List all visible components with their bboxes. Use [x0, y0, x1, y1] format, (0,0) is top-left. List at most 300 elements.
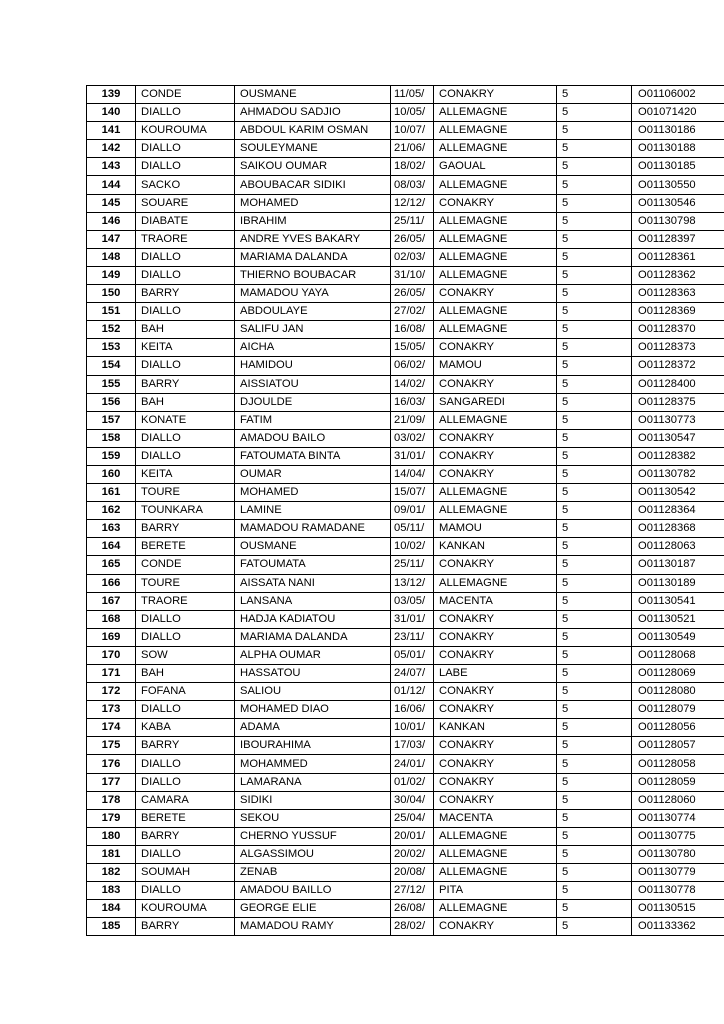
birth-date-cell: 25/11/ [391, 556, 434, 574]
birth-place-cell: ALLEMAGNE [434, 864, 557, 882]
level-cell: 5 [557, 86, 632, 104]
birth-date-cell: 26/05/ [391, 285, 434, 303]
row-number-cell: 148 [87, 248, 136, 266]
level-cell: 5 [557, 502, 632, 520]
level-cell: 5 [557, 285, 632, 303]
birth-date-cell: 01/02/ [391, 773, 434, 791]
row-number-cell: 164 [87, 538, 136, 556]
last-name-cell: DIALLO [136, 104, 235, 122]
registration-code-cell: O01130187 [632, 556, 724, 574]
row-number-cell: 184 [87, 900, 136, 918]
table-row [87, 465, 724, 483]
birth-date-cell: 26/05/ [391, 230, 434, 248]
row-number-cell: 180 [87, 827, 136, 845]
row-number-cell: 156 [87, 393, 136, 411]
row-number-cell: 185 [87, 918, 136, 936]
table-row [87, 538, 724, 556]
birth-date-cell: 16/08/ [391, 321, 434, 339]
table-row [87, 212, 724, 230]
first-name-cell: GEORGE ELIE [235, 900, 391, 918]
last-name-cell: KABA [136, 719, 235, 737]
table-row [87, 230, 724, 248]
birth-date-cell: 03/02/ [391, 429, 434, 447]
last-name-cell: KOUROUMA [136, 122, 235, 140]
row-number-cell: 159 [87, 447, 136, 465]
last-name-cell: KEITA [136, 339, 235, 357]
level-cell: 5 [557, 194, 632, 212]
level-cell: 5 [557, 900, 632, 918]
registration-code-cell: O01128364 [632, 502, 724, 520]
row-number-cell: 151 [87, 303, 136, 321]
level-cell: 5 [557, 447, 632, 465]
registration-code-cell: O01128057 [632, 737, 724, 755]
registration-code-cell: O01130774 [632, 809, 724, 827]
registration-code-cell: O01128068 [632, 646, 724, 664]
level-cell: 5 [557, 701, 632, 719]
first-name-cell: HASSATOU [235, 665, 391, 683]
first-name-cell: MAMADOU RAMY [235, 918, 391, 936]
birth-date-cell: 31/01/ [391, 610, 434, 628]
level-cell: 5 [557, 266, 632, 284]
table-row [87, 918, 724, 936]
birth-place-cell: ALLEMAGNE [434, 845, 557, 863]
level-cell: 5 [557, 158, 632, 176]
table-row [87, 303, 724, 321]
first-name-cell: SALIOU [235, 683, 391, 701]
birth-date-cell: 16/03/ [391, 393, 434, 411]
first-name-cell: AHMADOU SADJIO [235, 104, 391, 122]
birth-date-cell: 14/02/ [391, 375, 434, 393]
birth-place-cell: CONAKRY [434, 701, 557, 719]
last-name-cell: BARRY [136, 737, 235, 755]
row-number-cell: 150 [87, 285, 136, 303]
row-number-cell: 172 [87, 683, 136, 701]
birth-date-cell: 10/01/ [391, 719, 434, 737]
birth-date-cell: 12/12/ [391, 194, 434, 212]
registration-code-cell: O01130782 [632, 465, 724, 483]
birth-place-cell: CONAKRY [434, 918, 557, 936]
registration-code-cell: O01130547 [632, 429, 724, 447]
last-name-cell: DIALLO [136, 773, 235, 791]
birth-date-cell: 05/01/ [391, 646, 434, 664]
birth-place-cell: ALLEMAGNE [434, 303, 557, 321]
registration-code-cell: O01130186 [632, 122, 724, 140]
birth-place-cell: CONAKRY [434, 194, 557, 212]
first-name-cell: MARIAMA DALANDA [235, 628, 391, 646]
table-row [87, 429, 724, 447]
birth-date-cell: 28/02/ [391, 918, 434, 936]
level-cell: 5 [557, 104, 632, 122]
first-name-cell: MOHAMED DIAO [235, 701, 391, 719]
registration-code-cell: O01128400 [632, 375, 724, 393]
row-number-cell: 179 [87, 809, 136, 827]
birth-place-cell: CONAKRY [434, 447, 557, 465]
first-name-cell: FATOUMATA [235, 556, 391, 574]
row-number-cell: 163 [87, 520, 136, 538]
first-name-cell: AICHA [235, 339, 391, 357]
level-cell: 5 [557, 465, 632, 483]
level-cell: 5 [557, 375, 632, 393]
row-number-cell: 154 [87, 357, 136, 375]
birth-date-cell: 05/11/ [391, 520, 434, 538]
table-row [87, 665, 724, 683]
row-number-cell: 177 [87, 773, 136, 791]
level-cell: 5 [557, 646, 632, 664]
first-name-cell: ADAMA [235, 719, 391, 737]
first-name-cell: ZENAB [235, 864, 391, 882]
registration-code-cell: O01106002 [632, 86, 724, 104]
first-name-cell: ANDRE YVES BAKARY [235, 230, 391, 248]
registration-code-cell: O01128060 [632, 791, 724, 809]
birth-date-cell: 15/07/ [391, 484, 434, 502]
level-cell: 5 [557, 845, 632, 863]
last-name-cell: DIALLO [136, 447, 235, 465]
last-name-cell: TOURE [136, 574, 235, 592]
level-cell: 5 [557, 683, 632, 701]
row-number-cell: 149 [87, 266, 136, 284]
registration-code-cell: O01128362 [632, 266, 724, 284]
birth-place-cell: ALLEMAGNE [434, 140, 557, 158]
registration-code-cell: O01128056 [632, 719, 724, 737]
level-cell: 5 [557, 248, 632, 266]
level-cell: 5 [557, 864, 632, 882]
table-row [87, 122, 724, 140]
birth-place-cell: CONAKRY [434, 465, 557, 483]
registration-code-cell: O01130778 [632, 882, 724, 900]
birth-date-cell: 16/06/ [391, 701, 434, 719]
birth-place-cell: MACENTA [434, 809, 557, 827]
table-row [87, 646, 724, 664]
table-row [87, 592, 724, 610]
registration-code-cell: O01130780 [632, 845, 724, 863]
birth-date-cell: 31/01/ [391, 447, 434, 465]
birth-date-cell: 21/09/ [391, 411, 434, 429]
first-name-cell: ALGASSIMOU [235, 845, 391, 863]
birth-date-cell: 08/03/ [391, 176, 434, 194]
first-name-cell: OUMAR [235, 465, 391, 483]
row-number-cell: 141 [87, 122, 136, 140]
last-name-cell: TRAORE [136, 592, 235, 610]
row-number-cell: 166 [87, 574, 136, 592]
table-row [87, 845, 724, 863]
table-row [87, 701, 724, 719]
birth-place-cell: MAMOU [434, 520, 557, 538]
last-name-cell: DIALLO [136, 140, 235, 158]
registration-code-cell: O01130779 [632, 864, 724, 882]
row-number-cell: 168 [87, 610, 136, 628]
roster-body [87, 86, 724, 936]
birth-place-cell: CONAKRY [434, 683, 557, 701]
table-row [87, 411, 724, 429]
table-row [87, 755, 724, 773]
birth-date-cell: 20/01/ [391, 827, 434, 845]
birth-date-cell: 15/05/ [391, 339, 434, 357]
last-name-cell: BAH [136, 321, 235, 339]
first-name-cell: MOHAMED [235, 484, 391, 502]
first-name-cell: HAMIDOU [235, 357, 391, 375]
level-cell: 5 [557, 827, 632, 845]
birth-place-cell: ALLEMAGNE [434, 502, 557, 520]
row-number-cell: 142 [87, 140, 136, 158]
row-number-cell: 160 [87, 465, 136, 483]
last-name-cell: CAMARA [136, 791, 235, 809]
registration-code-cell: O01128063 [632, 538, 724, 556]
birth-date-cell: 13/12/ [391, 574, 434, 592]
birth-date-cell: 20/02/ [391, 845, 434, 863]
registration-code-cell: O01130773 [632, 411, 724, 429]
registration-code-cell: O01128069 [632, 665, 724, 683]
registration-code-cell: O01130549 [632, 628, 724, 646]
row-number-cell: 139 [87, 86, 136, 104]
birth-place-cell: CONAKRY [434, 429, 557, 447]
row-number-cell: 146 [87, 212, 136, 230]
table-row [87, 484, 724, 502]
table-row [87, 339, 724, 357]
first-name-cell: IBRAHIM [235, 212, 391, 230]
table-row [87, 610, 724, 628]
table-row [87, 285, 724, 303]
first-name-cell: FATIM [235, 411, 391, 429]
last-name-cell: SOUARE [136, 194, 235, 212]
birth-place-cell: SANGAREDI [434, 393, 557, 411]
last-name-cell: SACKO [136, 176, 235, 194]
last-name-cell: CONDE [136, 556, 235, 574]
registration-code-cell: O01128370 [632, 321, 724, 339]
birth-place-cell: CONAKRY [434, 755, 557, 773]
table-row [87, 248, 724, 266]
first-name-cell: ABDOUL KARIM OSMAN [235, 122, 391, 140]
first-name-cell: HADJA KADIATOU [235, 610, 391, 628]
registration-code-cell: O01130189 [632, 574, 724, 592]
birth-date-cell: 24/01/ [391, 755, 434, 773]
first-name-cell: IBOURAHIMA [235, 737, 391, 755]
first-name-cell: SIDIKI [235, 791, 391, 809]
birth-date-cell: 31/10/ [391, 266, 434, 284]
last-name-cell: DIALLO [136, 266, 235, 284]
table-row [87, 447, 724, 465]
last-name-cell: KEITA [136, 465, 235, 483]
row-number-cell: 173 [87, 701, 136, 719]
birth-date-cell: 26/08/ [391, 900, 434, 918]
last-name-cell: BERETE [136, 538, 235, 556]
first-name-cell: SALIFU JAN [235, 321, 391, 339]
birth-place-cell: MACENTA [434, 592, 557, 610]
birth-place-cell: ALLEMAGNE [434, 176, 557, 194]
level-cell: 5 [557, 357, 632, 375]
registration-code-cell: O01128382 [632, 447, 724, 465]
level-cell: 5 [557, 393, 632, 411]
last-name-cell: DIALLO [136, 429, 235, 447]
registration-code-cell: O01130515 [632, 900, 724, 918]
level-cell: 5 [557, 140, 632, 158]
registration-code-cell: O01128361 [632, 248, 724, 266]
last-name-cell: DIALLO [136, 882, 235, 900]
row-number-cell: 175 [87, 737, 136, 755]
row-number-cell: 181 [87, 845, 136, 863]
first-name-cell: AISSIATOU [235, 375, 391, 393]
registration-code-cell: O01071420 [632, 104, 724, 122]
birth-place-cell: ALLEMAGNE [434, 574, 557, 592]
last-name-cell: BARRY [136, 375, 235, 393]
row-number-cell: 165 [87, 556, 136, 574]
last-name-cell: KOUROUMA [136, 900, 235, 918]
level-cell: 5 [557, 755, 632, 773]
row-number-cell: 140 [87, 104, 136, 122]
last-name-cell: BAH [136, 393, 235, 411]
first-name-cell: MOHAMMED [235, 755, 391, 773]
table-row [87, 375, 724, 393]
first-name-cell: MARIAMA DALANDA [235, 248, 391, 266]
level-cell: 5 [557, 176, 632, 194]
level-cell: 5 [557, 574, 632, 592]
birth-date-cell: 10/05/ [391, 104, 434, 122]
birth-date-cell: 27/12/ [391, 882, 434, 900]
last-name-cell: TOURE [136, 484, 235, 502]
level-cell: 5 [557, 592, 632, 610]
level-cell: 5 [557, 791, 632, 809]
level-cell: 5 [557, 556, 632, 574]
table-row [87, 791, 724, 809]
registration-code-cell: O01128363 [632, 285, 724, 303]
row-number-cell: 178 [87, 791, 136, 809]
birth-date-cell: 27/02/ [391, 303, 434, 321]
last-name-cell: DIABATE [136, 212, 235, 230]
table-row [87, 86, 724, 104]
first-name-cell: MAMADOU RAMADANE [235, 520, 391, 538]
registration-code-cell: O01128079 [632, 701, 724, 719]
row-number-cell: 171 [87, 665, 136, 683]
registration-code-cell: O01128368 [632, 520, 724, 538]
last-name-cell: KONATE [136, 411, 235, 429]
row-number-cell: 157 [87, 411, 136, 429]
registration-code-cell: O01130775 [632, 827, 724, 845]
table-row [87, 719, 724, 737]
last-name-cell: CONDE [136, 86, 235, 104]
birth-place-cell: ALLEMAGNE [434, 484, 557, 502]
first-name-cell: CHERNO YUSSUF [235, 827, 391, 845]
table-row [87, 266, 724, 284]
table-row [87, 827, 724, 845]
first-name-cell: OUSMANE [235, 538, 391, 556]
birth-date-cell: 25/04/ [391, 809, 434, 827]
first-name-cell: SOULEYMANE [235, 140, 391, 158]
table-row [87, 158, 724, 176]
birth-date-cell: 20/08/ [391, 864, 434, 882]
table-row [87, 882, 724, 900]
row-number-cell: 144 [87, 176, 136, 194]
birth-place-cell: CONAKRY [434, 375, 557, 393]
first-name-cell: AISSATA NANI [235, 574, 391, 592]
table-row [87, 809, 724, 827]
level-cell: 5 [557, 303, 632, 321]
birth-place-cell: CONAKRY [434, 610, 557, 628]
birth-place-cell: CONAKRY [434, 556, 557, 574]
registration-code-cell: O01128397 [632, 230, 724, 248]
registration-code-cell: O01130542 [632, 484, 724, 502]
birth-place-cell: ALLEMAGNE [434, 411, 557, 429]
last-name-cell: TRAORE [136, 230, 235, 248]
table-row [87, 773, 724, 791]
table-row [87, 900, 724, 918]
birth-place-cell: MAMOU [434, 357, 557, 375]
birth-place-cell: ALLEMAGNE [434, 266, 557, 284]
level-cell: 5 [557, 339, 632, 357]
birth-date-cell: 25/11/ [391, 212, 434, 230]
birth-place-cell: ALLEMAGNE [434, 212, 557, 230]
birth-date-cell: 10/07/ [391, 122, 434, 140]
birth-place-cell: KANKAN [434, 538, 557, 556]
row-number-cell: 174 [87, 719, 136, 737]
birth-place-cell: CONAKRY [434, 339, 557, 357]
registration-code-cell: O01128059 [632, 773, 724, 791]
row-number-cell: 152 [87, 321, 136, 339]
row-number-cell: 169 [87, 628, 136, 646]
birth-place-cell: CONAKRY [434, 86, 557, 104]
row-number-cell: 167 [87, 592, 136, 610]
birth-place-cell: KANKAN [434, 719, 557, 737]
level-cell: 5 [557, 628, 632, 646]
birth-place-cell: CONAKRY [434, 646, 557, 664]
first-name-cell: ABOUBACAR SIDIKI [235, 176, 391, 194]
row-number-cell: 153 [87, 339, 136, 357]
registration-code-cell: O01128058 [632, 755, 724, 773]
level-cell: 5 [557, 411, 632, 429]
table-row [87, 683, 724, 701]
last-name-cell: TOUNKARA [136, 502, 235, 520]
first-name-cell: ABDOULAYE [235, 303, 391, 321]
level-cell: 5 [557, 321, 632, 339]
level-cell: 5 [557, 212, 632, 230]
table-row [87, 104, 724, 122]
birth-place-cell: ALLEMAGNE [434, 230, 557, 248]
row-number-cell: 145 [87, 194, 136, 212]
registration-code-cell: O01130550 [632, 176, 724, 194]
table-row [87, 393, 724, 411]
last-name-cell: BARRY [136, 520, 235, 538]
first-name-cell: LAMINE [235, 502, 391, 520]
last-name-cell: BARRY [136, 285, 235, 303]
roster-table [86, 85, 724, 936]
first-name-cell: AMADOU BAILLO [235, 882, 391, 900]
level-cell: 5 [557, 520, 632, 538]
first-name-cell: THIERNO BOUBACAR [235, 266, 391, 284]
registration-code-cell: O01130188 [632, 140, 724, 158]
birth-place-cell: CONAKRY [434, 628, 557, 646]
last-name-cell: DIALLO [136, 845, 235, 863]
first-name-cell: AMADOU BAILO [235, 429, 391, 447]
table-row [87, 520, 724, 538]
birth-date-cell: 02/03/ [391, 248, 434, 266]
registration-code-cell: O01133362 [632, 918, 724, 936]
first-name-cell: SEKOU [235, 809, 391, 827]
row-number-cell: 147 [87, 230, 136, 248]
registration-code-cell: O01130546 [632, 194, 724, 212]
level-cell: 5 [557, 122, 632, 140]
birth-place-cell: CONAKRY [434, 773, 557, 791]
level-cell: 5 [557, 230, 632, 248]
table-row [87, 574, 724, 592]
birth-date-cell: 06/02/ [391, 357, 434, 375]
level-cell: 5 [557, 429, 632, 447]
level-cell: 5 [557, 773, 632, 791]
registration-code-cell: O01128369 [632, 303, 724, 321]
birth-place-cell: ALLEMAGNE [434, 900, 557, 918]
first-name-cell: LAMARANA [235, 773, 391, 791]
birth-place-cell: LABE [434, 665, 557, 683]
last-name-cell: BARRY [136, 918, 235, 936]
birth-place-cell: PITA [434, 882, 557, 900]
registration-code-cell: O01130798 [632, 212, 724, 230]
